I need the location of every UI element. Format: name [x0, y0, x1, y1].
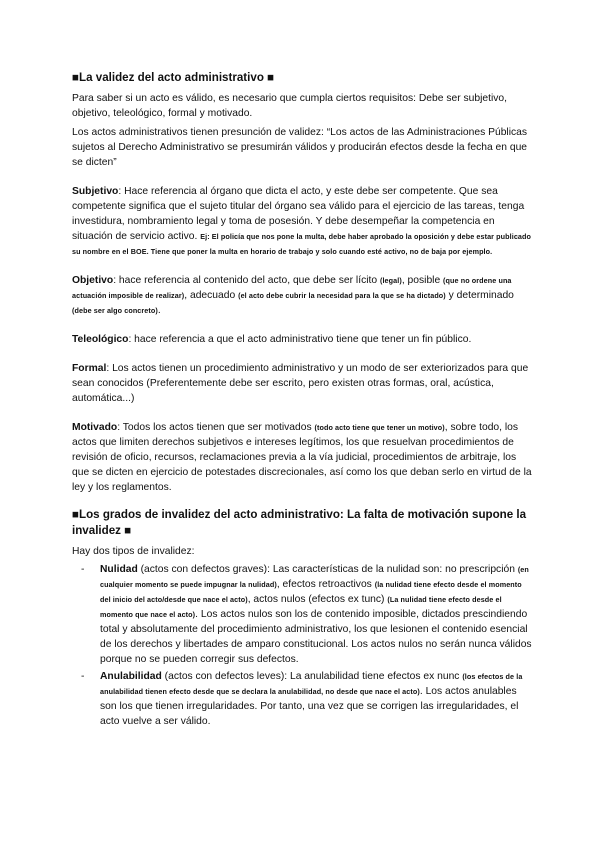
teleologico-paragraph — [72, 332, 532, 347]
motivado-note-1: (todo acto tiene que tener un motivo) — [314, 423, 445, 432]
anulabilidad-note-1: (los efectos de la anulabilidad tienen efecto desde que se declara la anulabilidad, no desde que nace el acto) — [100, 672, 523, 696]
list-dash: - — [81, 671, 85, 682]
anulabilidad-text-1: (actos con defectos leves): La anulabilidad tiene efectos ex nunc — [161, 671, 463, 682]
subjetivo-note: Ej: El policía que nos pone la multa, debe haber aprobado la oposición y debe estar publicado su nombre en el BOE. Tiene que poner la multa en horario de trabajo y solo cuando esté activo, no de baja por ejemplo. — [72, 232, 532, 256]
list-dash: - — [81, 564, 85, 575]
objetivo-paragraph — [72, 273, 532, 318]
objetivo-text-2: , posible — [401, 275, 444, 286]
nulidad-note-2: (la nulidad tiene efecto desde el momento del inicio del acto/desde que nace el acto) — [100, 580, 522, 604]
subjetivo-term: Subjetivo — [72, 186, 119, 197]
objetivo-note-2: (que no ordene una actuación imposible de realizar) — [72, 276, 512, 300]
formal-paragraph — [72, 361, 532, 406]
nulidad-note-1: (en cualquier momento se puede impugnar la nulidad) — [100, 565, 529, 589]
objetivo-note-1: (legal) — [379, 276, 402, 285]
objetivo-note-4: (debe ser algo concreto) — [72, 306, 158, 315]
formal-text: : Los actos tienen un procedimiento administrativo y un modo de ser exteriorizados para que sean conocidos (Preferentemente debe ser escrito, pero existen otras formas, oral, acústica, automática...) — [72, 363, 529, 404]
subjetivo-text: : Hace referencia al órgano que dicta el acto, y este debe ser competente. Que sea competente significa que el sujeto titular del órgano sea válido para el ejercicio de las tareas, tenga investidura, nombramiento legal y toma de posesión. Y debe desempeñar la competencia en situación de servicio activo. — [72, 186, 525, 242]
presuncion-paragraph: Los actos administrativos tienen presunción de validez: “Los actos de las Administraciones Públicas sujetos al Derecho Administrativo se presumirán válidos y producirán efectos desde la fecha en que se dicten” — [72, 127, 528, 168]
section-heading-invalidez: ■Los grados de invalidez del acto administrativo: La falta de motivación supone la invalidez ■ — [72, 508, 527, 537]
invalidez-intro: Hay dos tipos de invalidez: — [72, 546, 195, 557]
list-item-anulabilidad — [81, 669, 533, 729]
objetivo-term: Objetivo — [72, 275, 114, 286]
nulidad-text-2: , efectos retroactivos — [276, 579, 375, 590]
anulabilidad-term: Anulabilidad — [100, 671, 162, 682]
objetivo-text-5: . — [157, 305, 161, 316]
objetivo-note-3: (el acto debe cubrir la necesidad para la que se ha dictado) — [238, 291, 446, 300]
nulidad-text-3: , actos nulos (efectos ex tunc) — [247, 594, 388, 605]
motivado-term: Motivado — [72, 422, 118, 433]
objetivo-text-4: y determinado — [445, 290, 514, 301]
nulidad-text-4: . Los actos nulos son los de contenido imposible, dictados prescindiendo total y absolutamente del procedimiento administrativo, los que lesionen el contenido esencial de los derechos y libertades de amparo constitucional. Los actos nulos no serán nunca válidos porque no se pueden corregir sus defectos. — [100, 609, 532, 665]
teleologico-term: Teleológico — [72, 334, 129, 345]
motivado-text-2: , sobre todo, los actos que limiten derechos subjetivos e intereses legítimos, los que resuelvan procedimientos de revisión de oficio, recursos, reclamaciones previa a la vía judicial, procedimientos de arbitraje, los que se dicten en ejercicio de potestades discrecionales, así como los que deban serlo en virtud de la ley y los reglamentos. — [72, 422, 532, 493]
formal-term: Formal — [72, 363, 107, 374]
nulidad-text-1: (actos con defectos graves): Las características de la nulidad son: no prescripción — [137, 564, 518, 575]
invalidez-list — [81, 562, 533, 729]
objetivo-text-1: : hace referencia al contenido del acto, que debe ser lícito — [113, 275, 380, 286]
nulidad-note-3: (La nulidad tiene efecto desde el momento que nace el acto) — [100, 595, 502, 619]
nulidad-term: Nulidad — [100, 564, 138, 575]
section-heading-validez: ■La validez del acto administrativo ■ — [72, 71, 275, 84]
teleologico-text: : hace referencia a que el acto administrativo tiene que tener un fin público. — [128, 334, 472, 345]
subjetivo-paragraph — [72, 184, 532, 259]
intro-paragraph: Para saber si un acto es válido, es necesario que cumpla ciertos requisitos: Debe ser subjetivo, objetivo, teleológico, formal y motivado. — [72, 93, 507, 119]
motivado-text-1: : Todos los actos tienen que ser motivados — [117, 422, 315, 433]
list-item-nulidad — [81, 562, 533, 667]
motivado-paragraph — [72, 420, 532, 495]
objetivo-text-3: , adecuado — [184, 290, 239, 301]
anulabilidad-text-2: . Los actos anulables son los que tienen irregularidades. Por tanto, una vez que se corrigen las irregularidades, el acto vuelve a ser válido. — [100, 686, 519, 727]
document-body — [72, 70, 532, 731]
